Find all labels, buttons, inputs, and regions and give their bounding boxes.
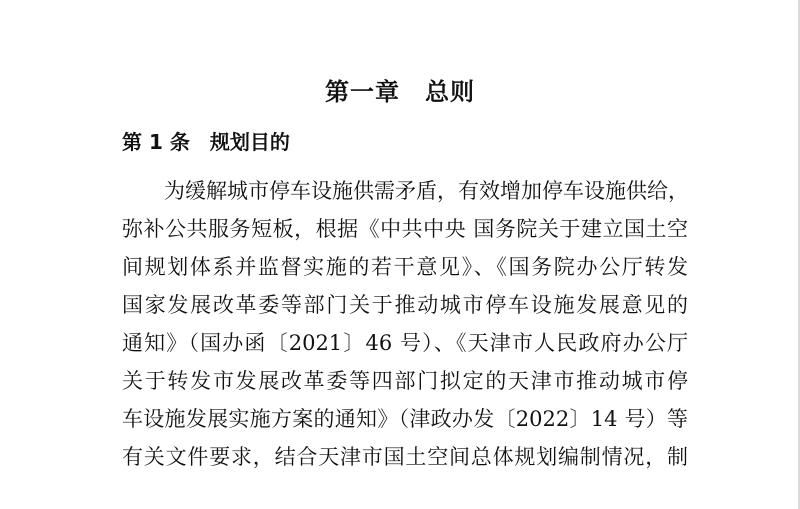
body-line: 间规划体系并监督实施的若干意见》、《国务院办公厅转发 [122,255,688,279]
body-line: 为缓解城市停车设施供需矛盾，有效增加停车设施供给， [164,179,689,203]
article-heading: 第 1 条 规划目的 [122,130,290,154]
body-line: 关于转发市发展改革委等四部门拟定的天津市推动城市停 [122,369,688,393]
chapter-title: 第一章 总则 [325,78,475,106]
body-line: 通知》（国办函〔2021〕46 号）、《天津市人民政府办公厅 [122,331,688,355]
body-line: 国家发展改革委等部门关于推动城市停车设施发展意见的 [122,293,688,317]
body-line: 弥补公共服务短板，根据《中共中央 国务院关于建立国土空 [122,217,688,241]
body-line: 车设施发展实施方案的通知》（津政办发〔2022〕14 号）等 [122,407,688,431]
body-line: 有关文件要求，结合天津市国土空间总体规划编制情况，制 [122,445,688,469]
